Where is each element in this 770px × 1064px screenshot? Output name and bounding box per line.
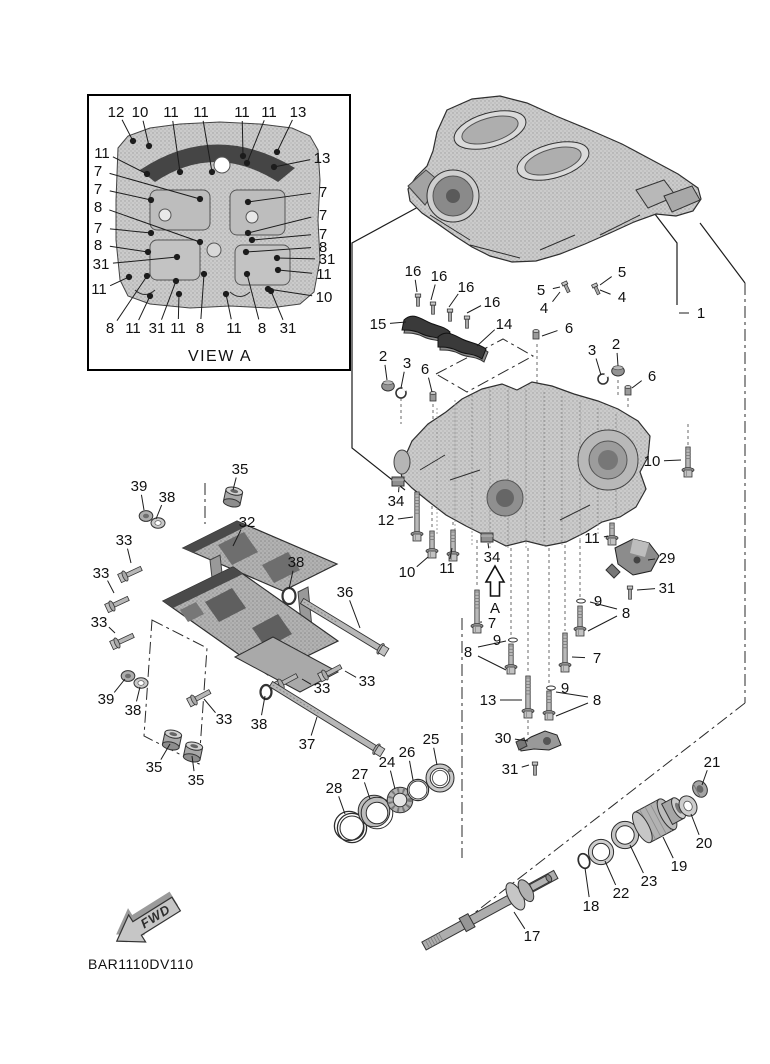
bolt-point-dot (223, 291, 229, 297)
bolt-point-dot (147, 293, 153, 299)
part-callout: 38 (124, 702, 142, 719)
part-callout: 7 (318, 184, 328, 201)
leader-line (178, 294, 179, 319)
part-callout: 29 (658, 550, 676, 567)
part-callout: 5 (536, 282, 546, 299)
part-callout: 33 (115, 532, 133, 549)
part-callout: 3 (402, 355, 412, 372)
part-callout: 33 (313, 680, 331, 697)
part-callout: 11 (439, 560, 455, 577)
part-callout: 9 (492, 632, 502, 649)
part-callout: 38 (158, 489, 176, 506)
leader-line (664, 460, 681, 461)
bolt-point-dot (176, 291, 182, 297)
plug (481, 533, 493, 542)
part-callout: 7 (487, 615, 497, 632)
part-callout: 33 (358, 673, 376, 690)
drawing-code: BAR1110DV110 (88, 956, 194, 972)
part-callout: 7 (93, 181, 103, 198)
case-pocket (150, 240, 200, 280)
part-callout: 35 (231, 461, 249, 478)
front-boss (394, 450, 410, 474)
part-callout: 34 (483, 549, 501, 566)
part-callout: 13 (479, 692, 497, 709)
part-callout: 1 (696, 305, 706, 322)
part-callout: 31 (92, 256, 110, 273)
part-callout: 32 (238, 514, 256, 531)
part-callout: 6 (647, 368, 657, 385)
part-callout: 38 (287, 554, 305, 571)
view-arrow-label: A (489, 600, 501, 617)
part-callout: 24 (378, 754, 396, 771)
part-callout: 8 (105, 320, 115, 337)
case-hole (246, 211, 258, 223)
bolt-point-dot (244, 160, 250, 166)
view-a-inset (88, 95, 350, 370)
part-callout: 9 (593, 593, 603, 610)
leader-line (488, 543, 489, 548)
part-callout: 39 (130, 478, 148, 495)
part-callout: 35 (187, 772, 205, 789)
fwd-label: FWD (137, 901, 174, 932)
part-callout: 7 (592, 650, 602, 667)
part-callout: 9 (560, 680, 570, 697)
bolt-point-dot (144, 171, 150, 177)
part-callout: 18 (582, 898, 600, 915)
plug (392, 477, 404, 486)
case-hole (207, 243, 221, 257)
washer-9 (547, 686, 556, 690)
part-callout: 7 (93, 220, 103, 237)
bolt-point-dot (240, 153, 246, 159)
part-callout: 16 (430, 268, 448, 285)
part-callout: 11 (226, 320, 242, 337)
part-callout: 34 (387, 493, 405, 510)
part-callout: 5 (617, 264, 627, 281)
part-callout: 11 (261, 104, 277, 121)
part-callout: 33 (90, 614, 108, 631)
part-callout: 19 (670, 858, 688, 875)
part-callout: 16 (404, 263, 422, 280)
part-callout: 13 (289, 104, 307, 121)
part-callout: 4 (617, 289, 627, 306)
part-callout: 30 (494, 730, 512, 747)
part-callout: 16 (483, 294, 501, 311)
case-hole (159, 209, 171, 221)
part-callout: 11 (170, 320, 186, 337)
part-callout: 11 (193, 104, 209, 121)
part-callout: 8 (257, 320, 267, 337)
part-callout: 8 (621, 605, 631, 622)
part-callout: 8 (93, 237, 103, 254)
part-callout: 36 (336, 584, 354, 601)
bolt-point-dot (174, 254, 180, 260)
part-callout: 2 (378, 348, 388, 365)
part-callout: 7 (318, 207, 328, 224)
bolt-point-dot (244, 271, 250, 277)
part-callout: 33 (215, 711, 233, 728)
bolt-point-dot (148, 230, 154, 236)
part-callout: 16 (457, 279, 475, 296)
cap-nut (382, 381, 395, 391)
bolt-point-dot (197, 239, 203, 245)
part-callout: 31 (501, 761, 519, 778)
ring-26 (407, 779, 428, 800)
part-callout: 12 (107, 104, 125, 121)
washer-9 (577, 599, 586, 603)
part-callout: 22 (612, 885, 630, 902)
flat-washer (151, 518, 165, 528)
spacer (625, 386, 631, 396)
part-callout: 6 (420, 361, 430, 378)
bolt-point-dot (275, 267, 281, 273)
bolt-point-dot (146, 143, 152, 149)
flat-washer (134, 678, 148, 688)
part-callout: 6 (564, 320, 574, 337)
bolt-point-dot (145, 249, 151, 255)
part-callout: 7 (318, 226, 328, 243)
part-callout: 8 (318, 239, 328, 256)
part-callout: 10 (398, 564, 416, 581)
bolt-point-dot (201, 271, 207, 277)
part-callout: 14 (495, 316, 513, 333)
case-pocket (150, 190, 210, 230)
part-callout: 11 (125, 320, 141, 337)
part-callout: 37 (298, 736, 316, 753)
leader-line (572, 657, 585, 658)
part-callout: 20 (695, 835, 713, 852)
part-callout: 15 (369, 316, 387, 333)
case-pocket (230, 190, 285, 235)
bolt-point-dot (249, 237, 255, 243)
spacer (533, 330, 539, 340)
part-callout: 8 (93, 199, 103, 216)
part-callout: 27 (351, 766, 369, 783)
hex-nut (139, 511, 153, 522)
part-callout: 11 (163, 104, 179, 121)
bolt-point-dot (173, 278, 179, 284)
part-callout: 25 (422, 731, 440, 748)
bolt-point-dot (245, 199, 251, 205)
bolt-point-dot (274, 149, 280, 155)
front-opening-hub (446, 189, 460, 203)
washer-9 (509, 638, 518, 642)
part-callout: 21 (703, 754, 721, 771)
part-callout: 35 (145, 759, 163, 776)
part-callout: 10 (315, 289, 333, 306)
bolt-point-dot (271, 164, 277, 170)
ring-22 (588, 839, 613, 864)
part-callout: 39 (97, 691, 115, 708)
part-callout: 38 (250, 716, 268, 733)
bushing (162, 729, 183, 752)
part-callout: 33 (92, 565, 110, 582)
part-callout: 4 (539, 300, 549, 317)
part-callout: 11 (316, 266, 332, 283)
part-callout: 31 (658, 580, 676, 597)
set-screw (448, 769, 452, 772)
part-callout: 3 (587, 342, 597, 359)
bolt-point-dot (177, 169, 183, 175)
bolt-point-dot (126, 274, 132, 280)
part-callout: 31 (279, 320, 297, 337)
bolt-point-dot (243, 249, 249, 255)
bolt-point-dot (197, 196, 203, 202)
bolt-point-dot (245, 230, 251, 236)
part-callout: 28 (325, 780, 343, 797)
part-callout: 31 (148, 320, 166, 337)
inset-caption: VIEW A (187, 348, 253, 365)
bolt-point-dot (148, 197, 154, 203)
part-callout: 8 (592, 692, 602, 709)
part-callout: 26 (398, 744, 416, 761)
bolt-point-dot (144, 273, 150, 279)
part-callout: 7 (93, 163, 103, 180)
part-callout: 11 (234, 104, 250, 121)
part-callout: 11 (94, 145, 110, 162)
bolt-point-dot (268, 288, 274, 294)
part-callout: 10 (131, 104, 149, 121)
part-callout: 8 (463, 644, 473, 661)
part-callout: 11 (584, 530, 600, 547)
bolt-point-dot (274, 255, 280, 261)
part-callout: 13 (313, 150, 331, 167)
part-callout: 8 (195, 320, 205, 337)
bolt-point-dot (209, 169, 215, 175)
part-callout: 31 (318, 251, 336, 268)
part-callout: 10 (643, 453, 661, 470)
part-callout: 2 (611, 336, 621, 353)
gear-hub (496, 489, 514, 507)
hex-nut (121, 671, 135, 682)
part-callout: 17 (523, 928, 541, 945)
spacer (430, 392, 436, 402)
part-callout: 23 (640, 873, 658, 890)
part-callout: 12 (377, 512, 395, 529)
cap-nut (612, 366, 625, 376)
part-callout: 11 (91, 281, 107, 298)
case-hole (214, 157, 230, 173)
bolt-point-dot (130, 138, 136, 144)
bell-housing-hub (598, 450, 618, 470)
